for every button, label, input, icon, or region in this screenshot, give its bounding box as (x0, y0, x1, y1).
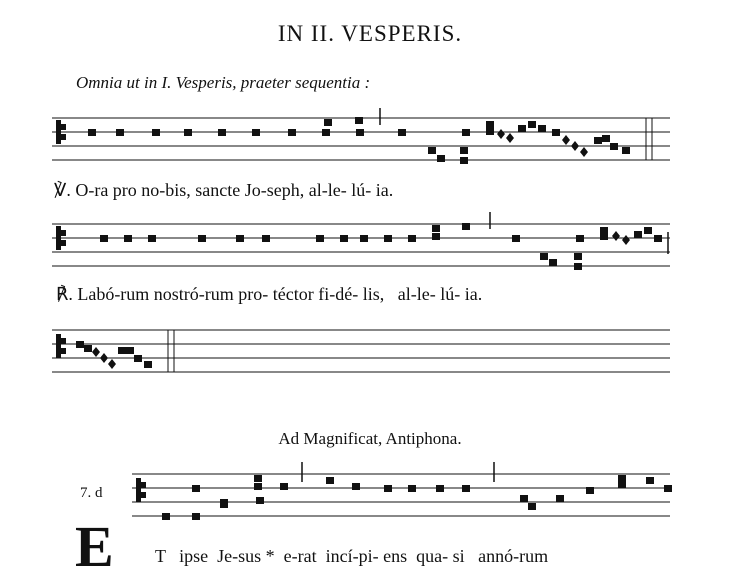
neume-note (76, 341, 84, 348)
clef-mark (60, 348, 66, 354)
neume-note (594, 137, 602, 144)
neume-note (118, 347, 126, 354)
neume-note (324, 119, 332, 126)
clef-mark (136, 478, 141, 502)
clef-mark (60, 134, 66, 140)
neume-note (288, 129, 296, 136)
neume-note (262, 235, 270, 242)
clef-mark (60, 338, 66, 344)
neume-note (602, 135, 610, 142)
neume-note (486, 121, 494, 128)
neume-note (408, 485, 416, 492)
neume-note (462, 485, 470, 492)
clef-mark (60, 240, 66, 246)
neume-diamond (562, 135, 570, 145)
neume-note (518, 125, 526, 132)
neume-note (355, 117, 363, 124)
neume-note (600, 233, 608, 240)
neume-note (428, 147, 436, 154)
neume-diamond (622, 235, 630, 245)
neume-note (654, 235, 662, 242)
office-title: IN II. VESPERIS. (277, 21, 463, 46)
neume-note (152, 129, 160, 136)
neume-note (552, 129, 560, 136)
response-symbol: ℟. (56, 284, 73, 304)
neume-note (254, 475, 262, 482)
neume-note (574, 263, 582, 270)
neume-note (460, 157, 468, 164)
neume-note (220, 501, 228, 508)
neume-note (512, 235, 520, 242)
neume-note (384, 235, 392, 242)
neume-note (134, 355, 142, 362)
neume-note (316, 235, 324, 242)
neume-note (436, 485, 444, 492)
neume-note (437, 155, 445, 162)
neume-note (116, 129, 124, 136)
clef-mark (140, 492, 146, 498)
neume-note (184, 129, 192, 136)
neume-note (528, 503, 536, 510)
neume-diamond (92, 347, 100, 357)
mode-indicator: 7. d (80, 485, 103, 501)
neume-note (460, 147, 468, 154)
neume-diamond (506, 133, 514, 143)
neume-note (432, 233, 440, 240)
neume-note (538, 125, 546, 132)
rubric-note: Omnia ut in I. Vesperis, praeter sequentia : (76, 73, 371, 92)
clef-mark (140, 482, 146, 488)
clef-mark (60, 124, 66, 130)
neume-note (126, 347, 134, 354)
neume-note (462, 129, 470, 136)
neume-note (236, 235, 244, 242)
clef-mark (56, 120, 61, 144)
neume-note (549, 259, 557, 266)
neume-note (162, 513, 170, 520)
neume-note (540, 253, 548, 260)
neume-note (408, 235, 416, 242)
neume-note (360, 235, 368, 242)
clef-mark (60, 230, 66, 236)
neume-note (124, 235, 132, 242)
neume-diamond (612, 231, 620, 241)
neume-note (520, 495, 528, 502)
neume-note (398, 129, 406, 136)
neume-note (486, 128, 494, 135)
antiphon-text: T ipse Je-sus * e-rat incí-pi- ens qua- si annó-rum (155, 546, 549, 566)
clef-mark (56, 226, 61, 250)
neume-note (192, 485, 200, 492)
neume-note (610, 143, 618, 150)
neume-note (384, 485, 392, 492)
neume-note (618, 475, 626, 482)
neume-note (634, 231, 642, 238)
neume-diamond (571, 141, 579, 151)
neume-note (100, 235, 108, 242)
versicle-line (54, 181, 393, 199)
neume-diamond (497, 129, 505, 139)
neume-note (352, 483, 360, 490)
neume-note (280, 483, 288, 490)
neume-diamond (100, 353, 108, 363)
neume-note (618, 481, 626, 488)
clef-mark (56, 334, 61, 358)
neume-note (622, 147, 630, 154)
antiphon-heading: Ad Magnificat, Antiphona. (278, 429, 462, 448)
neume-diamond (580, 147, 588, 157)
neume-note (664, 485, 672, 492)
neume-note (84, 345, 92, 352)
neume-note (586, 487, 594, 494)
neume-note (144, 361, 152, 368)
neume-note (326, 477, 334, 484)
neume-note (600, 227, 608, 234)
neume-note (322, 129, 330, 136)
neume-note (432, 225, 440, 232)
neume-note (356, 129, 364, 136)
neume-note (254, 483, 262, 490)
neume-note (556, 495, 564, 502)
neume-note (252, 129, 260, 136)
neume-note (528, 121, 536, 128)
neume-note (192, 513, 200, 520)
neume-note (256, 497, 264, 504)
neume-note (644, 227, 652, 234)
response-line (56, 285, 482, 303)
neume-note (462, 223, 470, 230)
neume-note (88, 129, 96, 136)
neume-note (574, 253, 582, 260)
neume-note (576, 235, 584, 242)
neume-diamond (108, 359, 116, 369)
versicle-text: O-ra pro no-bis, sancte Jo-seph, al-le- lú- ia. (75, 180, 394, 200)
neume-note (646, 477, 654, 484)
neume-note (218, 129, 226, 136)
neume-note (198, 235, 206, 242)
response-text: Labó-rum nostró-rum pro- téctor fi-dé- lis, al-le- lú- ia. (77, 284, 483, 304)
neume-note (340, 235, 348, 242)
neume-note (148, 235, 156, 242)
versicle-symbol: ℣. (54, 180, 71, 200)
drop-cap-initial: E (75, 514, 114, 579)
